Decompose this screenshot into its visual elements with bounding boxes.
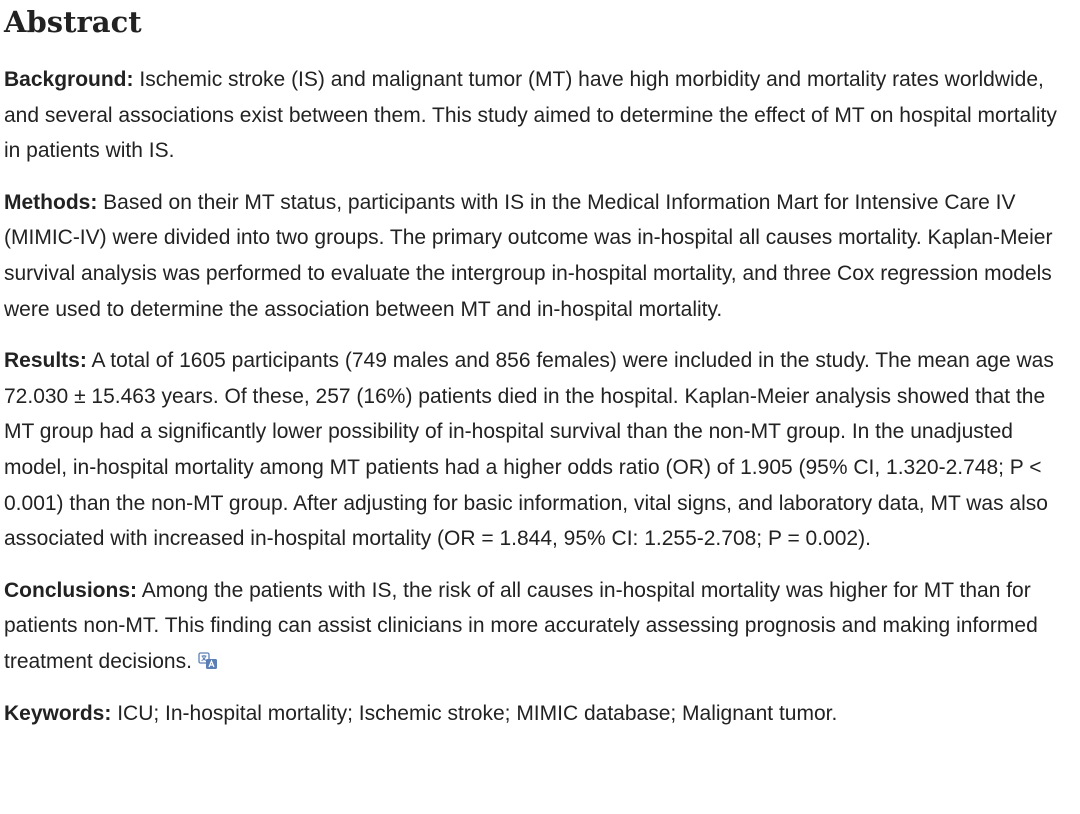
keywords-label: Keywords: <box>4 701 112 725</box>
background-paragraph <box>4 62 1074 169</box>
keywords-paragraph <box>4 696 1074 732</box>
keywords-text: ICU; In-hospital mortality; Ischemic stroke; MIMIC database; Malignant tumor. <box>117 701 838 725</box>
methods-paragraph <box>4 185 1074 327</box>
abstract-page <box>0 2 1080 814</box>
abstract-heading: Abstract <box>4 5 142 39</box>
background-label: Background: <box>4 68 134 91</box>
results-label: Results: <box>4 349 87 373</box>
conclusions-label: Conclusions: <box>4 578 138 602</box>
conclusions-text: Among the patients with IS, the risk of all causes in-hospital mortality was higher for MT than for patients non-MT. This finding can assist clinicians in more accurately assessing prognosis and making informed treatment decisions. <box>4 578 1038 673</box>
conclusions-paragraph <box>4 573 1074 680</box>
translate-icon[interactable] <box>198 652 218 670</box>
background-text: Ischemic stroke (IS) and malignant tumor (MT) have high morbidity and mortality rates worldwide, and several associations exist between them. This study aimed to determine the effect of MT on hospital mortality in patients with IS. <box>4 68 1057 163</box>
results-paragraph <box>4 343 1074 557</box>
methods-text: Based on their MT status, participants with IS in the Medical Information Mart for Intensive Care IV (MIMIC-IV) were divided into two groups. The primary outcome was in-hospital all causes mortality. Kaplan-Meier survival analysis was performed to evaluate the intergroup in-hospital mortality, and three Cox regression models were used to determine the association between MT and in-hospital mortality. <box>4 190 1053 321</box>
methods-label: Methods: <box>4 190 98 214</box>
results-text: A total of 1605 participants (749 males and 856 females) were included in the study. The mean age was 72.030 ± 15.463 years. Of these, 257 (16%) patients died in the hospital. Kaplan-Meier analysis showed that the MT group had a significantly lower possibility of in-hospital survival than the non-MT group. In the unadjusted model, in-hospital mortality among MT patients had a higher odds ratio (OR) of 1.905 (95% CI, 1.320-2.748; P < 0.001) than the non-MT group. After adjusting for basic information, vital signs, and laboratory data, MT was also associated with increased in-hospital mortality (OR = 1.844, 95% CI: 1.255-2.708; P = 0.002). <box>4 349 1054 551</box>
